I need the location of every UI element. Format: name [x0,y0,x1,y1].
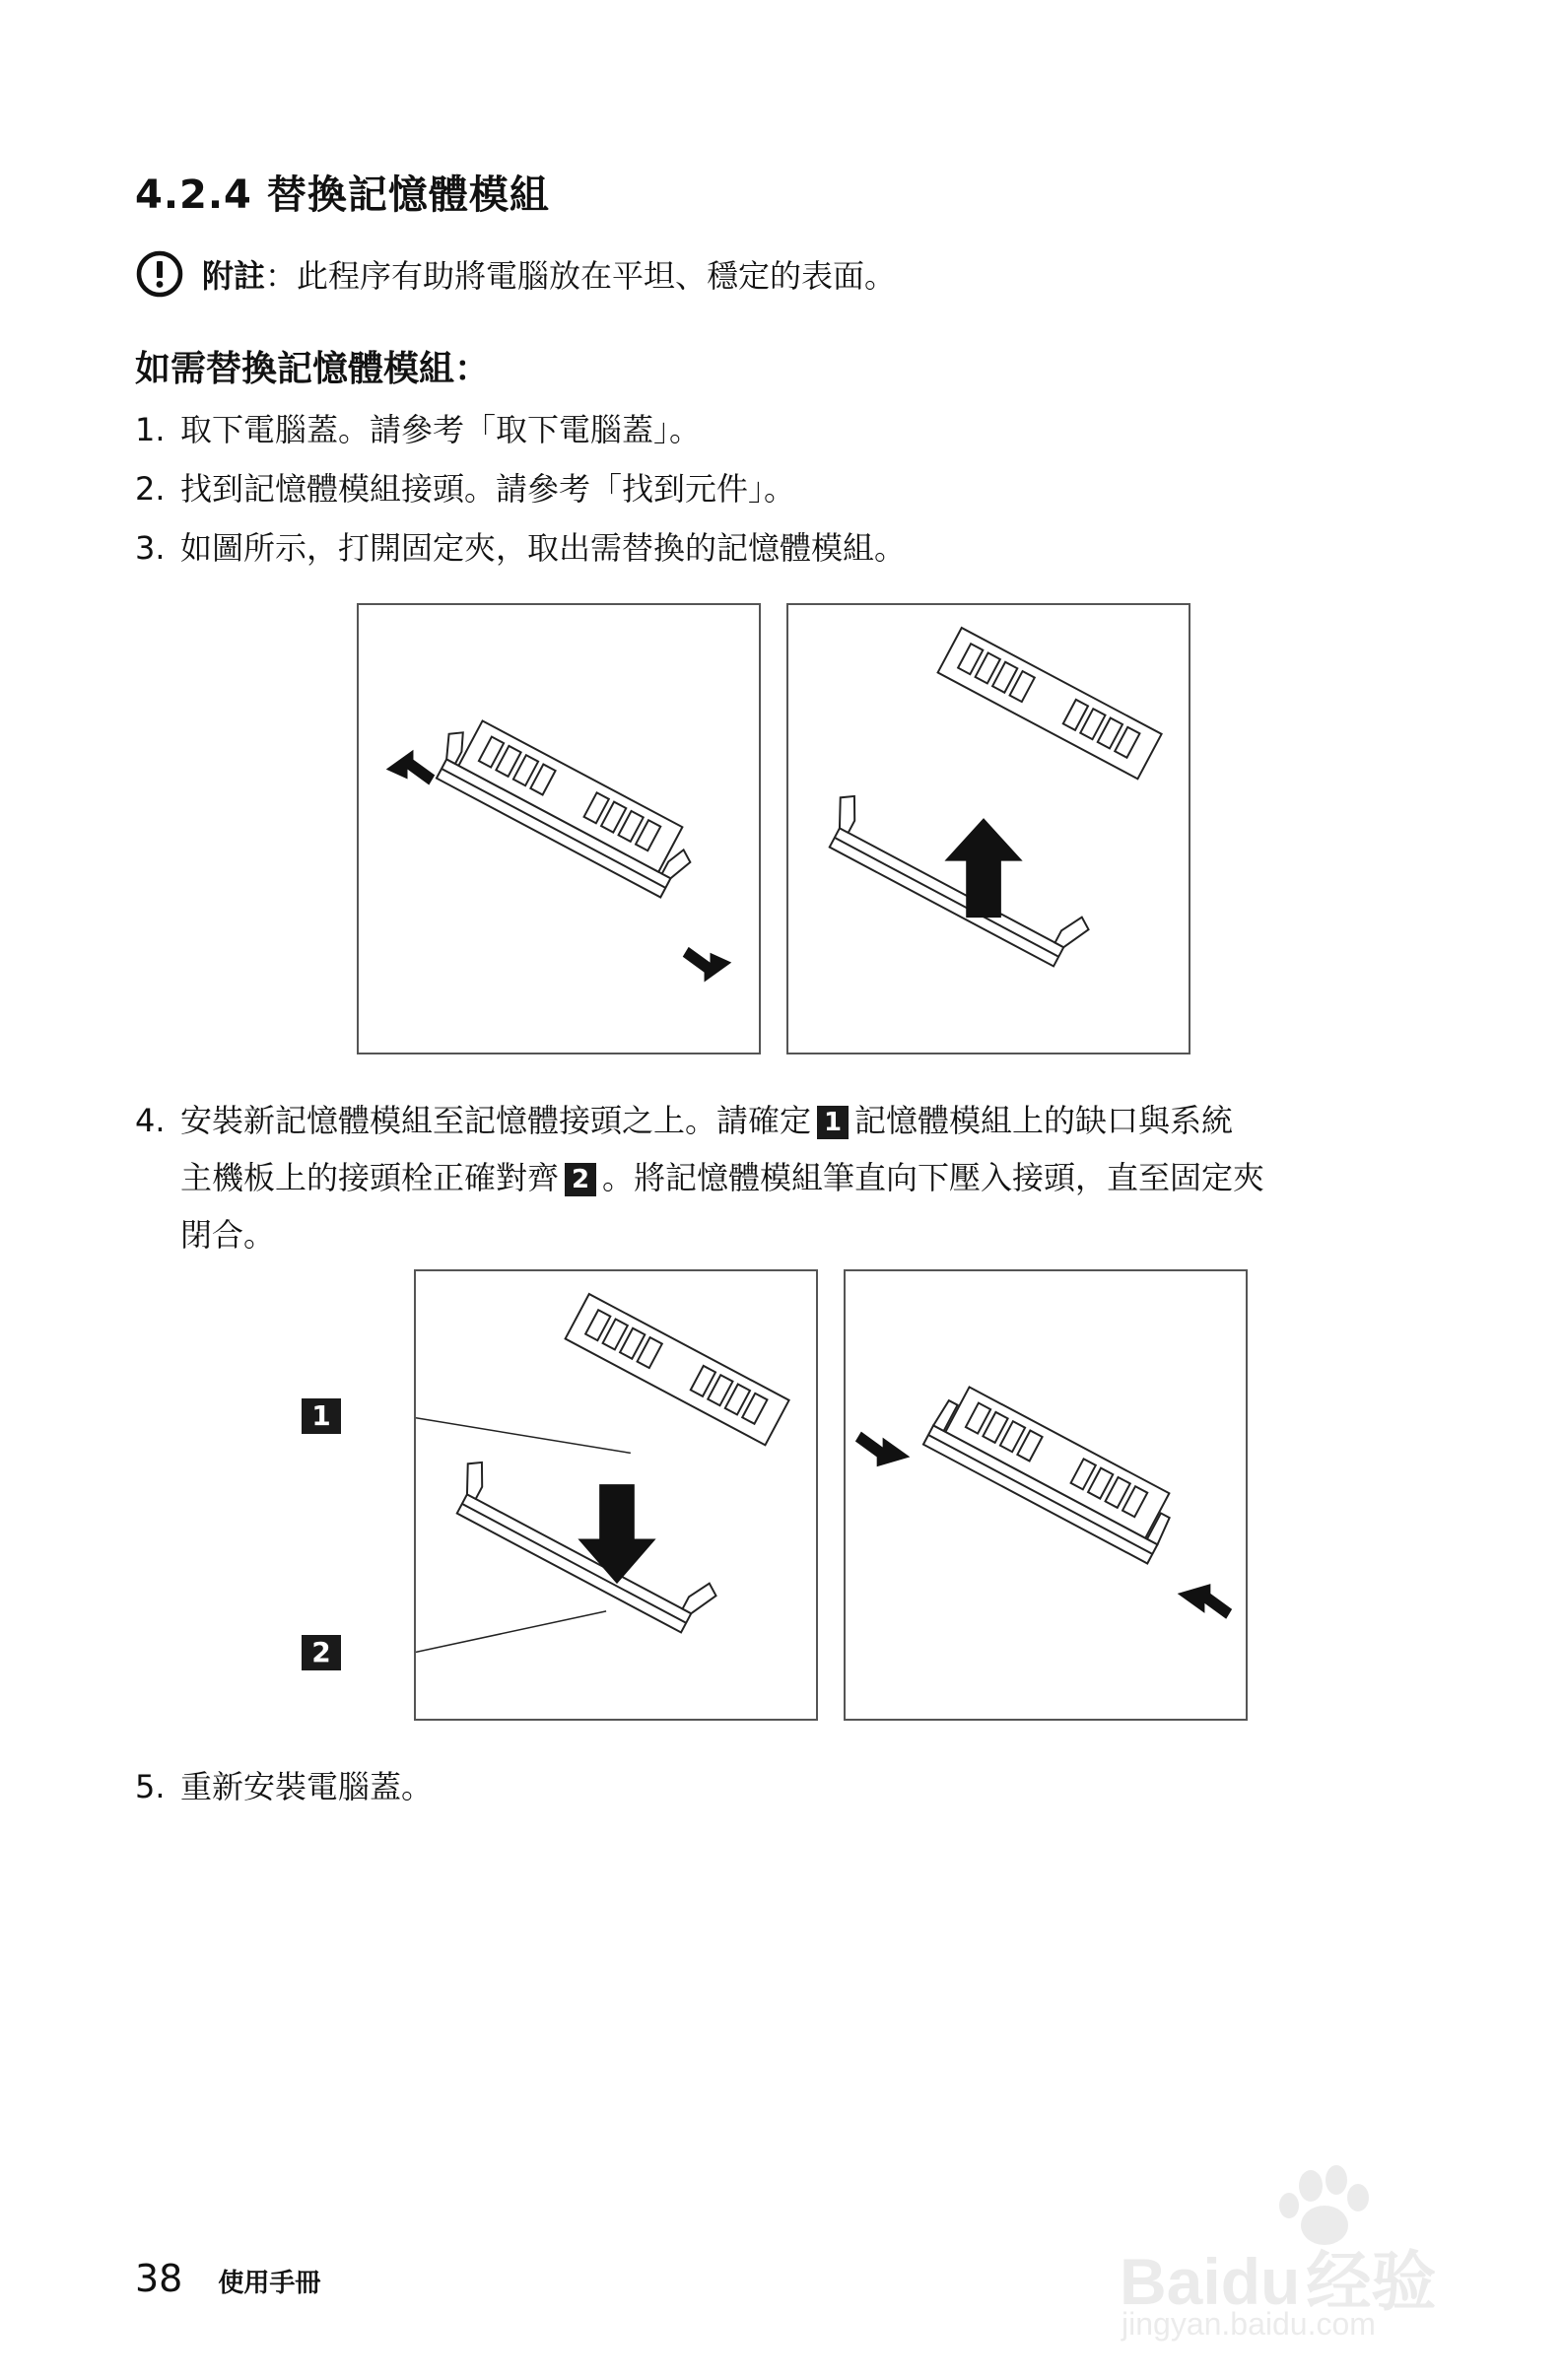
step-number: 2. [135,470,166,508]
step-text: 取下電腦蓋。請參考「取下電腦蓋」。 [180,411,702,448]
step-4-line-3: 閉合。 [180,1216,276,1254]
step-text: 重新安裝電腦蓋。 [180,1768,434,1805]
callout-2: 2 [565,1163,596,1196]
note-label: 附註 [202,257,266,295]
memory-insert-illustration [416,1271,816,1719]
arrow-press-left-icon [1178,1584,1232,1619]
arrow-left-icon [386,750,436,785]
leader-line-2 [416,1611,606,1653]
step-5 [135,1758,433,1815]
step-4-line-2 [135,1149,1264,1206]
step-number: 5. [135,1768,166,1805]
page-number: 38 [135,2257,183,2300]
memory-seated-illustration [846,1271,1246,1719]
arrow-press-right-icon [855,1432,910,1467]
arrow-right-icon [683,947,732,983]
exclamation-circle-icon [135,249,184,299]
leader-line-1 [416,1418,631,1454]
step-text: 找到記憶體模組接頭。請參考「找到元件」。 [180,470,796,508]
watermark-url: jingyan.baidu.com [1122,2306,1376,2342]
memory-removal-illustration [359,605,759,1053]
figure-lift-module [786,603,1190,1054]
watermark-brand-mid: du [1220,2245,1301,2318]
figure-label-2: 2 [302,1635,341,1670]
note-text: 此程序有助將電腦放在平坦、穩定的表面。 [297,257,897,295]
figure-open-clips [357,603,761,1054]
document-name: 使用手冊 [218,2269,321,2298]
figure-press-in [844,1269,1248,1721]
step-number: 3. [135,529,166,567]
step-text: 。將記憶體模組筆直向下壓入接頭，直至固定夾 [602,1159,1265,1196]
memory-lift-illustration [788,605,1189,1053]
callout-1: 1 [817,1106,849,1139]
watermark [1104,2158,1498,2346]
watermark-suffix: 经验 [1306,2245,1437,2318]
section-title [135,164,550,220]
note [135,244,896,304]
step-number: 4. [135,1102,166,1139]
step-text: 主機板上的接頭栓正確對齊 [180,1159,560,1196]
procedure-heading: 如需替換記憶體模組： [135,349,491,389]
section-title-text: 替換記憶體模組 [266,172,550,218]
step-3 [135,519,906,577]
footer [135,2257,320,2300]
step-1 [135,401,701,458]
figure-insert-module [414,1269,818,1721]
figure-label-1: 1 [302,1398,341,1434]
watermark-brand: Bai [1120,2245,1221,2318]
step-4 [135,1092,1264,1263]
step-number: 1. [135,411,166,448]
step-text: 如圖所示，打開固定夾，取出需替換的記憶體模組。 [180,529,907,567]
step-2 [135,460,795,517]
step-text: 記憶體模組上的缺口與系統 [854,1102,1234,1139]
note-separator: ： [265,257,298,295]
section-number: 4.2.4 [135,172,252,218]
step-text: 安裝新記憶體模組至記憶體接頭之上。請確定 [180,1102,812,1139]
